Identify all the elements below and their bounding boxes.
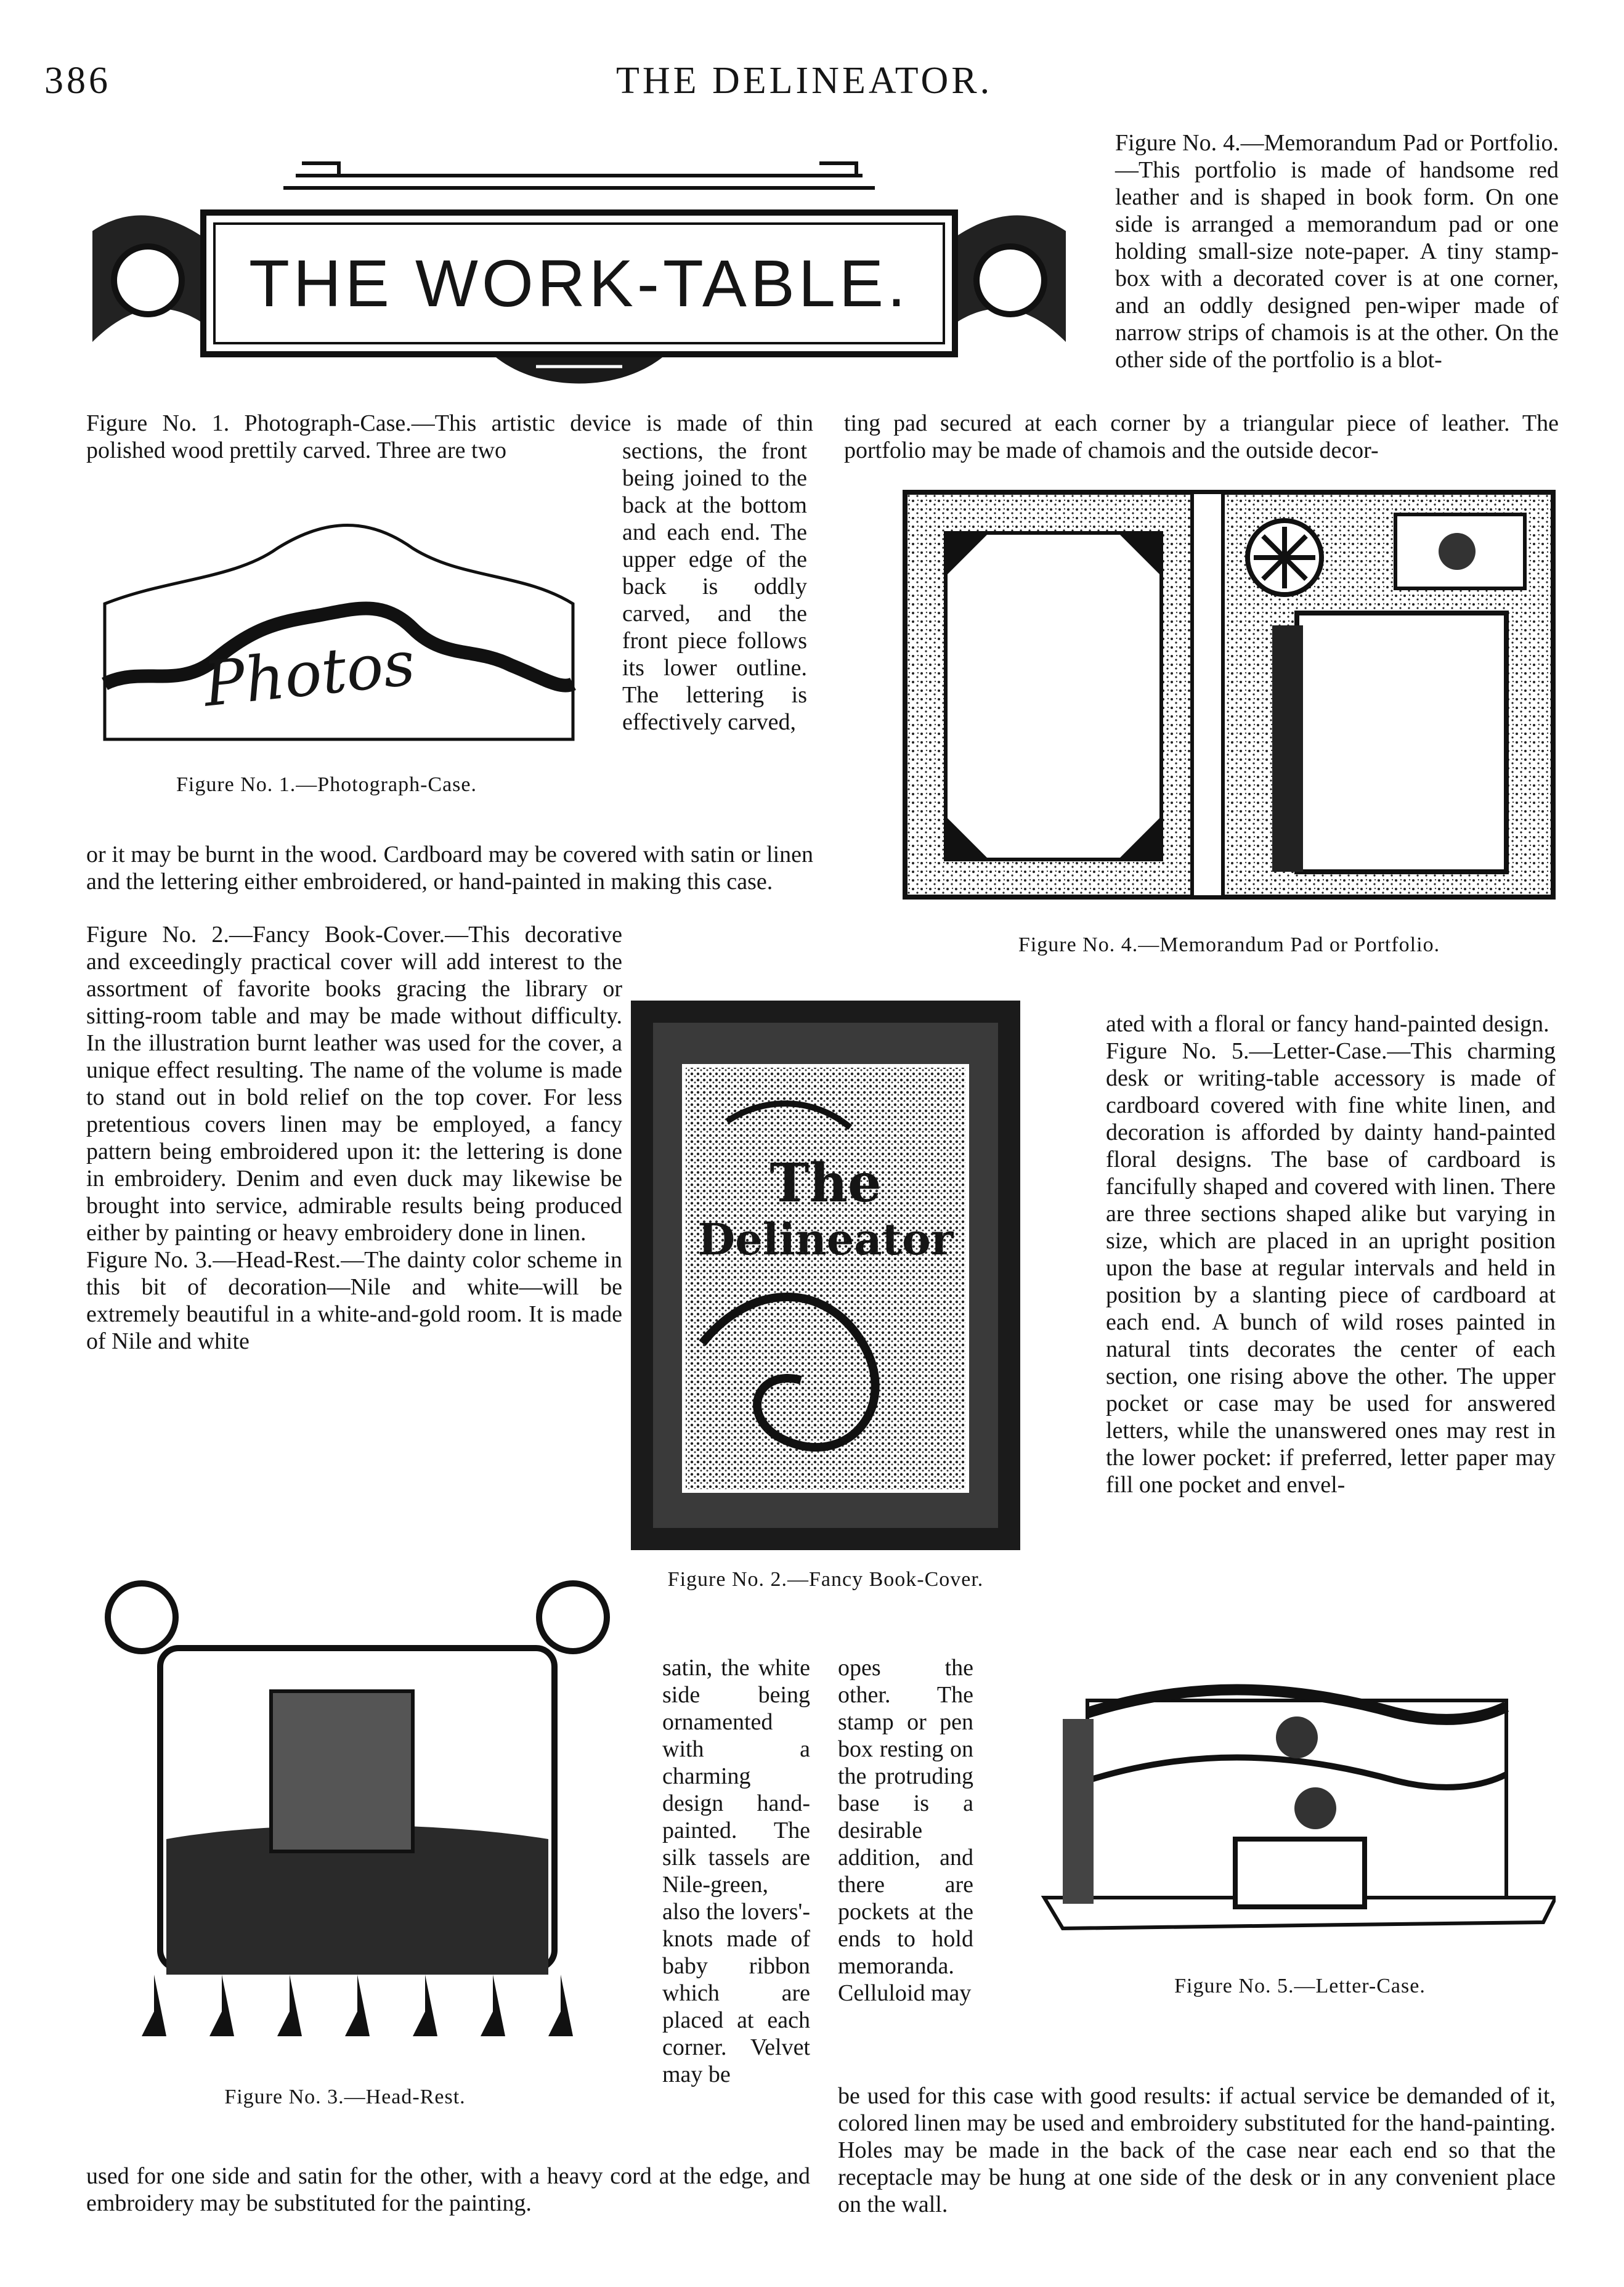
- fig1-caption: Figure No. 1.—Photograph-Case.: [176, 773, 477, 796]
- fig3-narrow-column-a: satin, the white side being ornamented with a charming design hand-painted. The silk tassels are Nile-green, also the lovers'-knots made of baby ribbon which are placed at each corner. Velvet may be: [662, 1655, 810, 2087]
- page-number: 386: [44, 60, 111, 102]
- fig1-continued-text: or it may be burnt in the wood. Cardboard may be covered with satin or linen and the lettering either embroidered, or hand-painted in making this case.: [86, 842, 813, 895]
- fig5-caption: Figure No. 5.—Letter-Case.: [1174, 1975, 1426, 1997]
- fig2-fig3-paragraphs: Figure No. 2.—Fancy Book-Cover.—This decorative and exceedingly practical cover will add interest to the assortment of favorite books gracing the library or sitting-room table and may be made without difficulty. In the illustration burnt leather was used for the cover, a unique effect resulting. The name of the volume is made to stand out in bold relief on the top cover. For less pretentious covers linen may be employed, a fancy pattern being embroidered upon it: the lettering is done in embroidery. Denim and even duck may likewise be brought into service, admirable results being produced either by painting or heavy embroidery done in linen. Figure No. 3.—Head-Rest.—The dainty color scheme in this bit of decoration—Nile and white—will be extremely beautiful in a white-and-gold room. It is made of Nile and white: [86, 922, 622, 1354]
- portfolio-illustration: [903, 490, 1556, 900]
- fig3-closing-text: used for one side and satin for the other, with a heavy cord at the edge, and embroidery may be substituted for the painting.: [86, 2163, 810, 2216]
- section-banner: [80, 139, 1078, 397]
- fig5-closing-text: be used for this case with good results: if actual service be demanded of it, colored linen may be used and embroidery substituted for the hand-painting. Holes may be made in the back of the case near each end so that the receptacle may be hung at one side of the desk or in any convenient place on the wall.: [838, 2083, 1556, 2217]
- magazine-title: THE DELINEATOR.: [616, 60, 993, 102]
- fig3-narrow-column-b: opes the other. The stamp or pen box resting on the protruding base is a desirable addition, and there are pockets at the ends to hold memoranda. Celluloid may: [838, 1655, 973, 2006]
- letter-case-illustration: [1026, 1657, 1556, 1947]
- head-rest-illustration: [86, 1580, 622, 2049]
- fig2-caption: Figure No. 2.—Fancy Book-Cover.: [667, 1568, 984, 1591]
- fig3-caption: Figure No. 3.—Head-Rest.: [224, 2086, 466, 2108]
- section-banner-title: THE WORK-TABLE.: [248, 246, 910, 320]
- fig1-side-column: sections, the front being joined to the back at the bottom and each end. The upper edge of the back is oddly carved, and the front piece follows its lower outline. The lettering is effectively carved,: [622, 438, 807, 735]
- book-title-line1: The: [769, 1152, 882, 1214]
- book-title-line2: Delineator: [697, 1214, 954, 1265]
- photos-lettering: Photos: [200, 627, 418, 721]
- book-cover-illustration: [628, 998, 1023, 1553]
- fig1-intro-paragraph: Figure No. 1. Photograph-Case.—This artistic device is made of thin polished wood prettily carved. Three are two: [86, 410, 813, 463]
- photograph-case-illustration: [92, 481, 585, 745]
- fig4-intro-paragraph: Figure No. 4.—Memorandum Pad or Portfolio.—This portfolio is made of handsome red leather and is shaped in book form. On one side is arranged a memorandum pad or one holding small-size note-paper. A tiny stamp-box with a decorated cover is at one corner, and an oddly designed pen-wiper made of narrow strips of chamois is at the other. On the other side of the portfolio is a blot-: [1115, 130, 1559, 373]
- fig4-end-and-fig5-paragraphs: ated with a floral or fancy hand-painted design. Figure No. 5.—Letter-Case.—This charming desk or writing-table accessory is made of cardboard covered with fine white linen, and decoration is afforded by dainty hand-painted floral designs. The base of cardboard is fancifully shaped and covered with linen. There are three sections shaped alike but varying in size, which are placed in an upright position upon the base at regular intervals and held in position by a slanting piece of cardboard at each end. A bunch of wild roses painted in natural tints decorates the center of each section, one rising above the other. The upper pocket or case may be used for answered letters, while the unanswered ones may rest in the lower pocket: if preferred, letter paper may fill one pocket and envel-: [1106, 1011, 1556, 1498]
- fig4-continued-text: ting pad secured at each corner by a triangular piece of leather. The portfolio may be made of chamois and the outside decor-: [844, 410, 1559, 463]
- fig4-caption: Figure No. 4.—Memorandum Pad or Portfolio.: [1018, 933, 1440, 956]
